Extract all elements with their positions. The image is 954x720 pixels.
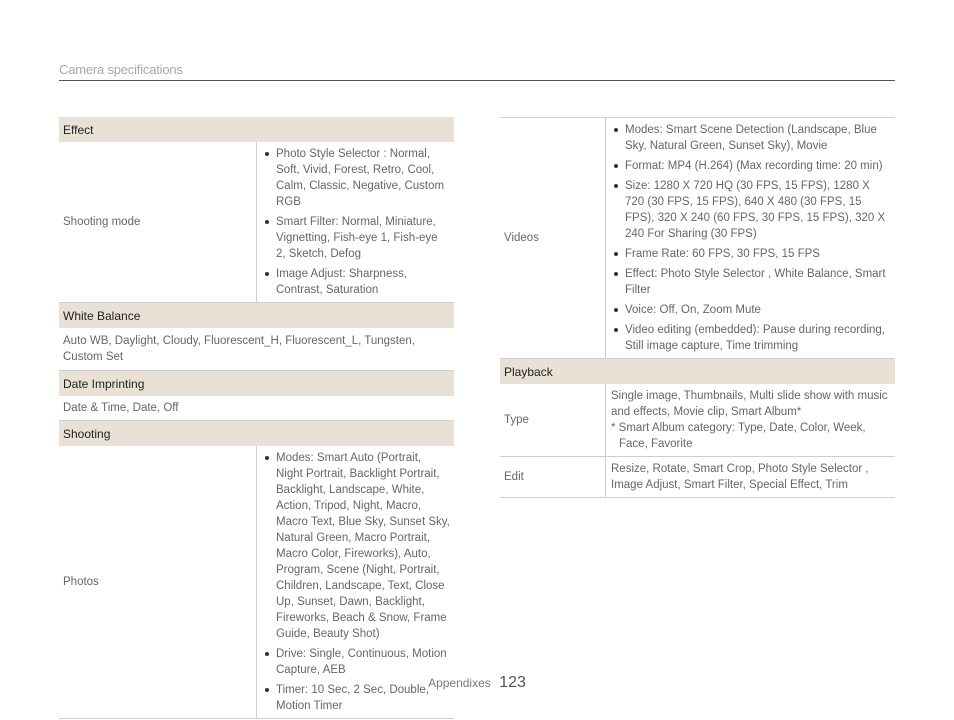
- table-row-type: [500, 384, 895, 457]
- row-label: Edit: [500, 457, 606, 498]
- row-value: [606, 384, 896, 457]
- list-item: Smart Filter: Normal, Miniature, Vignetting, Fish-eye 1, Fish-eye 2, Sketch, Defog: [262, 214, 450, 262]
- page-header: [59, 61, 895, 81]
- table-row-shooting-mode: [59, 142, 454, 303]
- section-title: White Balance: [59, 303, 454, 329]
- row-value: Resize, Rotate, Smart Crop, Photo Style Selector , Image Adjust, Smart Filter, Special Effect, Trim: [606, 457, 896, 498]
- spec-table-right: [500, 117, 895, 498]
- section-header-playback: [500, 359, 895, 385]
- section-title: Shooting: [59, 421, 454, 447]
- footer-section: Appendixes: [428, 676, 491, 690]
- row-value: [606, 118, 896, 359]
- section-title: Effect: [59, 117, 454, 142]
- section-title: Date Imprinting: [59, 371, 454, 397]
- section-title: Playback: [500, 359, 895, 385]
- list-item: Image Adjust: Sharpness, Contrast, Saturation: [262, 266, 450, 298]
- bullet-list: [611, 122, 891, 354]
- row-label: Videos: [500, 118, 606, 359]
- list-item: Photo Style Selector : Normal, Soft, Vivid, Forest, Retro, Cool, Calm, Classic, Negative, Custom RGB: [262, 146, 450, 210]
- footnote: * Smart Album category: Type, Date, Color, Week, Face, Favorite: [611, 422, 866, 450]
- list-item: Timer: 10 Sec, 2 Sec, Double, Motion Timer: [262, 682, 450, 714]
- list-item: Modes: Smart Scene Detection (Landscape, Blue Sky, Natural Green, Sunset Sky), Movie: [611, 122, 891, 154]
- spec-table-left: [59, 117, 454, 719]
- row-label: Type: [500, 384, 606, 457]
- list-item: Video editing (embedded): Pause during recording, Still image capture, Time trimming: [611, 322, 891, 354]
- row-label: Photos: [59, 446, 257, 719]
- row-value: [257, 142, 455, 303]
- page-footer: [0, 674, 954, 692]
- row-value: Auto WB, Daylight, Cloudy, Fluorescent_H, Fluorescent_L, Tungsten, Custom Set: [59, 328, 454, 371]
- section-header-white-balance: [59, 303, 454, 329]
- row-value: Date & Time, Date, Off: [59, 396, 454, 421]
- table-row-videos: [500, 118, 895, 359]
- table-row-edit: [500, 457, 895, 498]
- right-column: [500, 117, 895, 498]
- row-label: Shooting mode: [59, 142, 257, 303]
- table-row-date-imprinting: [59, 396, 454, 421]
- list-item: Modes: Smart Auto (Portrait, Night Portrait, Backlight Portrait, Backlight, Landscape, White, Action, Tripod, Night, Macro, Macro Text, Blue Sky, Sunset Sky, Natural Green, Macro Portrait, Macro Color, Fireworks), Auto, Program, Scene (Night, Portrait, Children, Landscape, Text, Close Up, Sunset, Dawn, Backlight, Fireworks, Beach & Snow, Frame Guide, Beauty Shot): [262, 450, 450, 642]
- list-item: Frame Rate: 60 FPS, 30 FPS, 15 FPS: [611, 246, 891, 262]
- page-title: Camera specifications: [59, 62, 183, 77]
- left-column: [59, 117, 454, 719]
- list-item: Effect: Photo Style Selector , White Balance, Smart Filter: [611, 266, 891, 298]
- list-item: Format: MP4 (H.264) (Max recording time: 20 min): [611, 158, 891, 174]
- section-header-date-imprinting: [59, 371, 454, 397]
- type-text: Single image, Thumbnails, Multi slide show with music and effects, Movie clip, Smart Album*: [611, 390, 888, 418]
- section-header-effect: [59, 117, 454, 142]
- list-item: Size: 1280 X 720 HQ (30 FPS, 15 FPS), 1280 X 720 (30 FPS, 15 FPS), 640 X 480 (30 FPS, 15 FPS), 320 X 240 (60 FPS, 30 FPS, 15 FPS), 320 X 240 For Sharing (30 FPS): [611, 178, 891, 242]
- bullet-list: [262, 146, 450, 298]
- list-item: Voice: Off, On, Zoom Mute: [611, 302, 891, 318]
- page-number: 123: [499, 674, 526, 691]
- list-item: Drive: Single, Continuous, Motion Capture, AEB: [262, 646, 450, 678]
- table-row-white-balance: [59, 328, 454, 371]
- section-header-shooting: [59, 421, 454, 447]
